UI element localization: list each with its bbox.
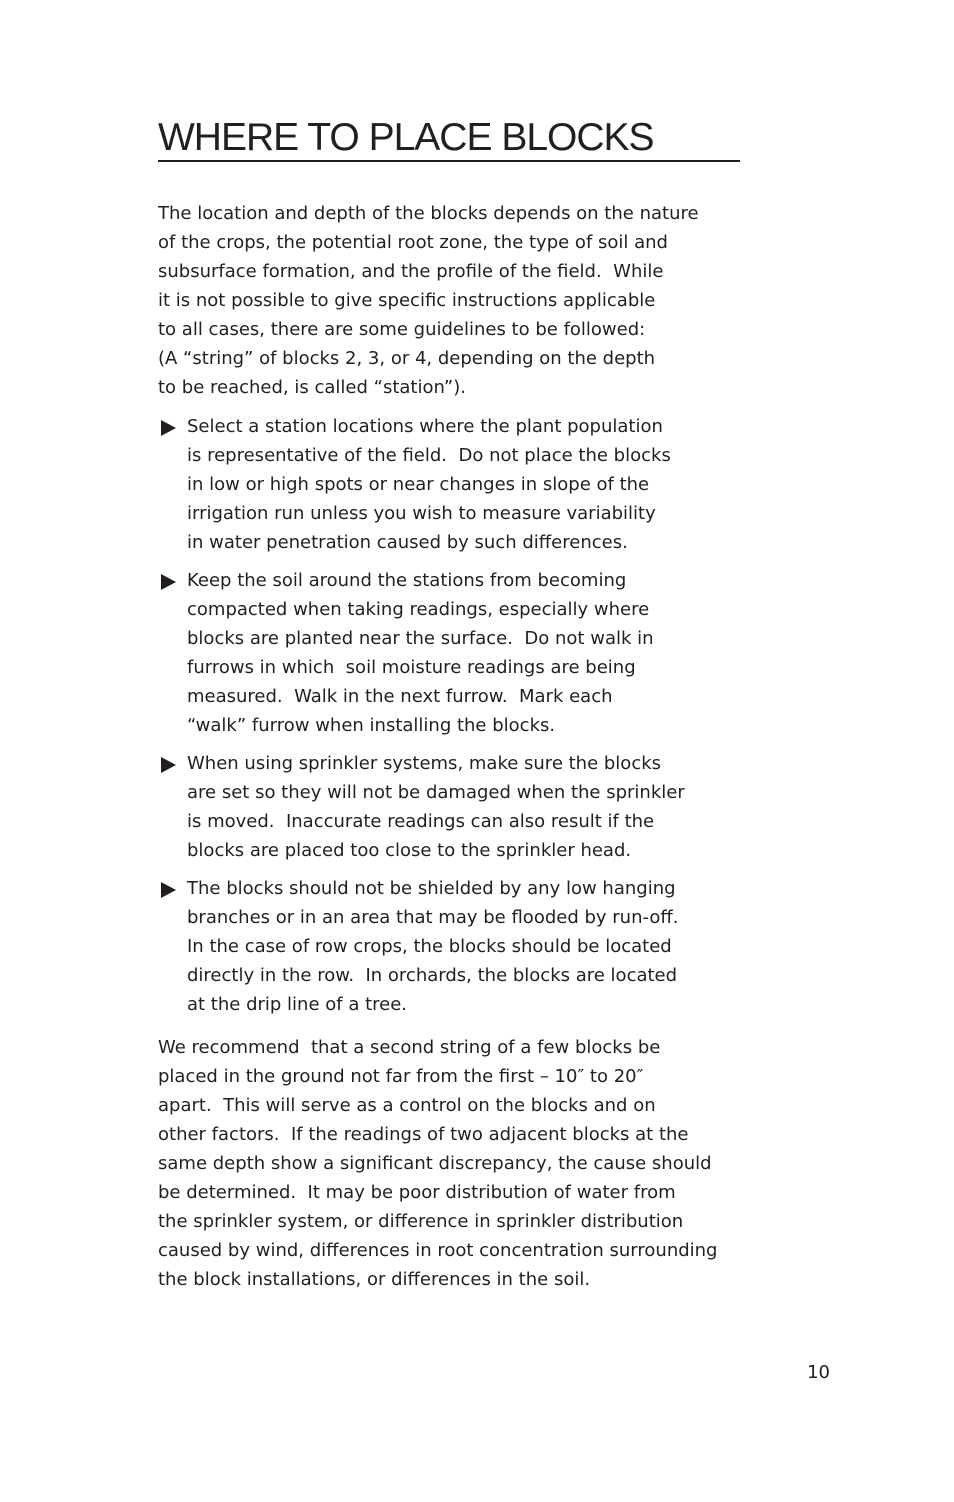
guideline-item bbox=[158, 749, 758, 865]
right-triangle-icon bbox=[161, 757, 176, 773]
guideline-list bbox=[158, 412, 758, 1019]
title-underline bbox=[158, 160, 740, 162]
guideline-item bbox=[158, 874, 758, 1019]
right-triangle-icon bbox=[161, 882, 176, 898]
right-triangle-icon bbox=[161, 420, 176, 436]
guideline-text: The blocks should not be shielded by any low hanging branches or in an area that may be flooded by run-off. In the case of row crops, the blocks should be located directly in the row. In orchards, the blocks are located at the drip line of a tree. bbox=[187, 878, 679, 1015]
guideline-text: When using sprinkler systems, make sure the blocks are set so they will not be damaged when the sprinkler is moved. Inaccurate readings can also result if the blocks are placed too close to the sprinkler head. bbox=[187, 753, 685, 861]
closing-paragraph: We recommend that a second string of a few blocks be placed in the ground not far from the first – 10″ to 20″ apart. This will serve as a control on the blocks and on other factors. If the readings of two adjacent blocks at the same depth show a significant discrepancy, the cause should be determined. It may be poor distribution of water from the sprinkler system, or difference in sprinkler distribution caused by wind, differences in root concentration surrounding the block installations, or differences in the soil. bbox=[158, 1037, 718, 1290]
guideline-text: Select a station locations where the plant population is representative of the field. Do not place the blocks in low or high spots or near changes in slope of the irrigation run unless you wish to measure variability in water penetration caused by such differences. bbox=[187, 416, 671, 553]
guideline-item bbox=[158, 566, 758, 740]
guideline-item bbox=[158, 412, 758, 557]
page-title: WHERE TO PLACE BLOCKS bbox=[158, 116, 654, 159]
right-triangle-icon bbox=[161, 574, 176, 590]
guideline-text: Keep the soil around the stations from becoming compacted when taking readings, especially where blocks are planted near the surface. Do not walk in furrows in which soil moisture readings are being measured. Walk in the next furrow. Mark each “walk” furrow when installing the blocks. bbox=[187, 570, 654, 736]
intro-paragraph: The location and depth of the blocks depends on the nature of the crops, the potential root zone, the type of soil and subsurface formation, and the profile of the field. While it is not possible to give specific instructions applicable to all cases, there are some guidelines to be followed: (A “string” of blocks 2, 3, or 4, depending on the depth to be reached, is called “station”). bbox=[158, 203, 699, 398]
page-number: 10 bbox=[807, 1362, 830, 1383]
